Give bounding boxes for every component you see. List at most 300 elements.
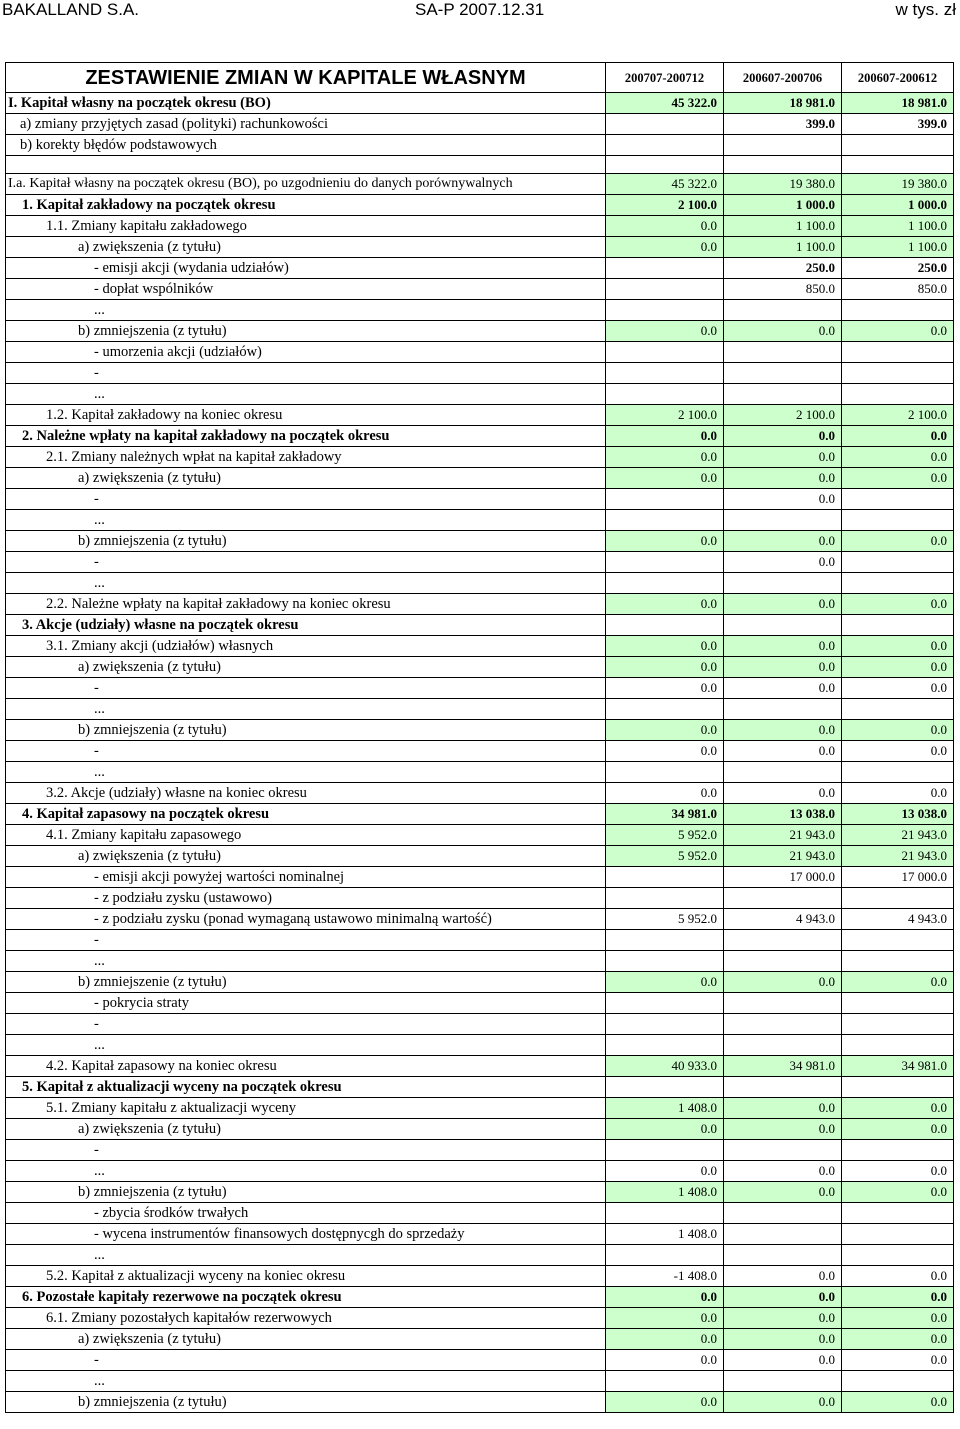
table-row [6, 135, 954, 156]
value-cell [606, 1035, 724, 1056]
value-cell: 0.0 [724, 720, 842, 741]
table-row [6, 888, 954, 909]
row-label: a) zwiększenia (z tytułu) [6, 1329, 606, 1350]
value-cell: 0.0 [606, 1350, 724, 1371]
row-label: ... [6, 1161, 606, 1182]
value-cell: 0.0 [842, 741, 954, 762]
value-cell [606, 573, 724, 594]
value-cell [724, 300, 842, 321]
table-title: ZESTAWIENIE ZMIAN W KAPITALE WŁASNYM [6, 63, 606, 93]
value-cell: 250.0 [724, 258, 842, 279]
value-cell: 0.0 [606, 1308, 724, 1329]
value-cell: 34 981.0 [842, 1056, 954, 1077]
value-cell: 850.0 [724, 279, 842, 300]
value-cell [606, 930, 724, 951]
value-cell: 0.0 [842, 531, 954, 552]
row-label: b) zmniejszenia (z tytułu) [6, 1182, 606, 1203]
table-row [6, 426, 954, 447]
value-cell: 0.0 [606, 678, 724, 699]
value-cell [842, 552, 954, 573]
value-cell: 1 000.0 [724, 195, 842, 216]
value-cell: 0.0 [724, 636, 842, 657]
value-cell [842, 1014, 954, 1035]
value-cell: 4 943.0 [842, 909, 954, 930]
row-label: 4.2. Kapitał zapasowy na koniec okresu [6, 1056, 606, 1077]
value-cell: 0.0 [842, 972, 954, 993]
value-cell [606, 1203, 724, 1224]
value-cell: 0.0 [606, 1329, 724, 1350]
value-cell: 5 952.0 [606, 825, 724, 846]
table-row [6, 678, 954, 699]
table-row [6, 321, 954, 342]
value-cell [724, 699, 842, 720]
value-cell: 19 380.0 [724, 174, 842, 195]
value-cell: 0.0 [606, 741, 724, 762]
value-cell [724, 1035, 842, 1056]
table-row [6, 1035, 954, 1056]
table-row [6, 1161, 954, 1182]
value-cell [724, 384, 842, 405]
row-label: - [6, 930, 606, 951]
value-cell [724, 1014, 842, 1035]
table-row [6, 720, 954, 741]
row-label: 4. Kapitał zapasowy na początek okresu [6, 804, 606, 825]
value-cell: 0.0 [842, 636, 954, 657]
row-label: 1.1. Zmiany kapitału zakładowego [6, 216, 606, 237]
value-cell [842, 489, 954, 510]
table-row [6, 531, 954, 552]
table-row [6, 1371, 954, 1392]
value-cell [842, 156, 954, 174]
value-cell [606, 1140, 724, 1161]
table-row [6, 657, 954, 678]
value-cell: 0.0 [724, 1161, 842, 1182]
table-row [6, 1119, 954, 1140]
value-cell: 0.0 [606, 237, 724, 258]
value-cell [842, 510, 954, 531]
value-cell [606, 951, 724, 972]
value-cell: 0.0 [842, 1329, 954, 1350]
value-cell: 0.0 [606, 216, 724, 237]
value-cell: 17 000.0 [724, 867, 842, 888]
table-row [6, 783, 954, 804]
value-cell: 0.0 [724, 678, 842, 699]
table-row [6, 846, 954, 867]
value-cell: 0.0 [842, 783, 954, 804]
row-label: ... [6, 1245, 606, 1266]
value-cell: 0.0 [724, 594, 842, 615]
value-cell: 21 943.0 [842, 825, 954, 846]
table-row [6, 1077, 954, 1098]
value-cell: 2 100.0 [724, 405, 842, 426]
table-row [6, 300, 954, 321]
row-label: - zbycia środków trwałych [6, 1203, 606, 1224]
value-cell: 0.0 [724, 426, 842, 447]
row-label: - [6, 1140, 606, 1161]
value-cell [842, 1203, 954, 1224]
value-cell [724, 1203, 842, 1224]
value-cell [606, 300, 724, 321]
value-cell [842, 888, 954, 909]
value-cell: 0.0 [606, 783, 724, 804]
value-cell: 13 038.0 [842, 804, 954, 825]
value-cell [606, 258, 724, 279]
table-title-row [6, 63, 954, 93]
value-cell: 399.0 [724, 114, 842, 135]
value-cell [724, 573, 842, 594]
value-cell: 0.0 [842, 1182, 954, 1203]
table-row [6, 615, 954, 636]
value-cell [842, 300, 954, 321]
table-row [6, 216, 954, 237]
row-label: b) zmniejszenia (z tytułu) [6, 1392, 606, 1413]
value-cell [724, 342, 842, 363]
value-cell [842, 930, 954, 951]
table-row [6, 489, 954, 510]
currency-unit: w tys. zł [895, 0, 956, 19]
value-cell [606, 888, 724, 909]
value-cell [842, 384, 954, 405]
value-cell [842, 762, 954, 783]
table-row [6, 279, 954, 300]
value-cell: 1 100.0 [724, 237, 842, 258]
value-cell: 0.0 [724, 972, 842, 993]
value-cell [842, 1077, 954, 1098]
value-cell: 0.0 [724, 1308, 842, 1329]
value-cell: 13 038.0 [724, 804, 842, 825]
table-row [6, 636, 954, 657]
row-label: - pokrycia straty [6, 993, 606, 1014]
table-row [6, 1140, 954, 1161]
value-cell: 0.0 [842, 1098, 954, 1119]
value-cell: 0.0 [842, 1350, 954, 1371]
value-cell: 0.0 [724, 741, 842, 762]
equity-changes-table [5, 62, 954, 1413]
value-cell: 0.0 [842, 1119, 954, 1140]
value-cell: 4 943.0 [724, 909, 842, 930]
value-cell: 0.0 [724, 1350, 842, 1371]
value-cell [842, 1224, 954, 1245]
table-row [6, 762, 954, 783]
value-cell [606, 1077, 724, 1098]
value-cell [724, 888, 842, 909]
table-row [6, 804, 954, 825]
row-label: - z podziału zysku (ponad wymaganą ustawowo minimalną wartość) [6, 909, 606, 930]
value-cell: 0.0 [606, 426, 724, 447]
value-cell: 34 981.0 [606, 804, 724, 825]
table-row [6, 1308, 954, 1329]
row-label: - umorzenia akcji (udziałów) [6, 342, 606, 363]
table-row [6, 342, 954, 363]
value-cell: 0.0 [842, 1161, 954, 1182]
table-row [6, 363, 954, 384]
value-cell: 5 952.0 [606, 909, 724, 930]
table-row [6, 195, 954, 216]
table-row [6, 405, 954, 426]
value-cell: 0.0 [606, 531, 724, 552]
value-cell: 0.0 [842, 1308, 954, 1329]
table-row [6, 825, 954, 846]
row-label: 3.1. Zmiany akcji (udziałów) własnych [6, 636, 606, 657]
value-cell [724, 762, 842, 783]
value-cell [724, 363, 842, 384]
value-cell [606, 114, 724, 135]
value-cell: 18 981.0 [724, 93, 842, 114]
value-cell [842, 615, 954, 636]
row-label: - [6, 363, 606, 384]
table-row [6, 741, 954, 762]
value-cell [606, 993, 724, 1014]
value-cell [606, 510, 724, 531]
value-cell [606, 384, 724, 405]
row-label: b) korekty błędów podstawowych [6, 135, 606, 156]
value-cell [724, 930, 842, 951]
value-cell: 1 100.0 [842, 237, 954, 258]
value-cell: 0.0 [724, 1119, 842, 1140]
row-label: 6. Pozostałe kapitały rezerwowe na początek okresu [6, 1287, 606, 1308]
value-cell: 19 380.0 [842, 174, 954, 195]
row-label: ... [6, 573, 606, 594]
row-label: - z podziału zysku (ustawowo) [6, 888, 606, 909]
table-row [6, 1350, 954, 1371]
value-cell: 0.0 [724, 447, 842, 468]
value-cell: 0.0 [606, 1119, 724, 1140]
column-header: 200607-200706 [724, 63, 842, 93]
value-cell: 0.0 [606, 657, 724, 678]
row-label: - emisji akcji powyżej wartości nominalnej [6, 867, 606, 888]
table-row [6, 930, 954, 951]
value-cell: 0.0 [724, 552, 842, 573]
table-row [6, 93, 954, 114]
value-cell: 0.0 [606, 972, 724, 993]
value-cell: 45 322.0 [606, 93, 724, 114]
row-label: a) zwiększenia (z tytułu) [6, 468, 606, 489]
value-cell [606, 699, 724, 720]
value-cell: 1 408.0 [606, 1224, 724, 1245]
value-cell: 0.0 [842, 321, 954, 342]
value-cell: 0.0 [606, 1287, 724, 1308]
value-cell [724, 1224, 842, 1245]
table-row [6, 1224, 954, 1245]
value-cell [842, 1140, 954, 1161]
value-cell: 5 952.0 [606, 846, 724, 867]
value-cell [606, 1371, 724, 1392]
value-cell: 0.0 [842, 426, 954, 447]
table-row [6, 867, 954, 888]
row-label: 5. Kapitał z aktualizacji wyceny na początek okresu [6, 1077, 606, 1098]
row-label: 2.2. Należne wpłaty na kapitał zakładowy na koniec okresu [6, 594, 606, 615]
row-label: - [6, 489, 606, 510]
value-cell: 0.0 [842, 1287, 954, 1308]
value-cell: 0.0 [842, 468, 954, 489]
table-row [6, 1266, 954, 1287]
row-label: ... [6, 1371, 606, 1392]
value-cell [606, 156, 724, 174]
row-label: - emisji akcji (wydania udziałów) [6, 258, 606, 279]
row-label: ... [6, 1035, 606, 1056]
value-cell: 21 943.0 [842, 846, 954, 867]
row-label: - dopłat wspólników [6, 279, 606, 300]
row-label: I. Kapitał własny na początek okresu (BO) [6, 93, 606, 114]
table-row [6, 447, 954, 468]
row-label: 1. Kapitał zakładowy na początek okresu [6, 195, 606, 216]
value-cell: 0.0 [606, 468, 724, 489]
row-label: b) zmniejszenie (z tytułu) [6, 972, 606, 993]
report-header [0, 0, 960, 34]
table-row [6, 174, 954, 195]
table-row [6, 909, 954, 930]
value-cell [842, 993, 954, 1014]
value-cell [724, 510, 842, 531]
value-cell [606, 363, 724, 384]
row-label: - [6, 678, 606, 699]
column-header: 200707-200712 [606, 63, 724, 93]
value-cell: 0.0 [842, 678, 954, 699]
value-cell: 0.0 [842, 594, 954, 615]
table-row [6, 1098, 954, 1119]
row-label: b) zmniejszenia (z tytułu) [6, 531, 606, 552]
row-label: I.a. Kapitał własny na początek okresu (BO), po uzgodnieniu do danych porównywalnych [6, 174, 606, 195]
value-cell: 0.0 [606, 321, 724, 342]
table-row [6, 993, 954, 1014]
value-cell [724, 135, 842, 156]
value-cell: 2 100.0 [606, 405, 724, 426]
value-cell [724, 1140, 842, 1161]
value-cell: 0.0 [606, 1161, 724, 1182]
row-label: 6.1. Zmiany pozostałych kapitałów rezerwowych [6, 1308, 606, 1329]
table-row [6, 1203, 954, 1224]
value-cell: 1 100.0 [724, 216, 842, 237]
value-cell [724, 1245, 842, 1266]
row-label: ... [6, 699, 606, 720]
value-cell: 0.0 [724, 468, 842, 489]
value-cell: 0.0 [842, 447, 954, 468]
value-cell: 0.0 [842, 657, 954, 678]
value-cell: 2 100.0 [606, 195, 724, 216]
value-cell: 0.0 [606, 720, 724, 741]
value-cell: 0.0 [724, 531, 842, 552]
row-label: - [6, 1014, 606, 1035]
row-label: a) zwiększenia (z tytułu) [6, 1119, 606, 1140]
row-label: - [6, 741, 606, 762]
table-row [6, 156, 954, 174]
table-row [6, 699, 954, 720]
value-cell [606, 762, 724, 783]
value-cell: 21 943.0 [724, 846, 842, 867]
value-cell: 34 981.0 [724, 1056, 842, 1077]
value-cell [724, 951, 842, 972]
row-label: a) zmiany przyjętych zasad (polityki) rachunkowości [6, 114, 606, 135]
value-cell: 0.0 [606, 636, 724, 657]
value-cell: 18 981.0 [842, 93, 954, 114]
value-cell [606, 867, 724, 888]
row-label: a) zwiększenia (z tytułu) [6, 657, 606, 678]
value-cell [842, 135, 954, 156]
value-cell: 0.0 [724, 783, 842, 804]
table-row [6, 114, 954, 135]
row-label: ... [6, 510, 606, 531]
value-cell [842, 1245, 954, 1266]
row-label: - wycena instrumentów finansowych dostępnycgh do sprzedaży [6, 1224, 606, 1245]
row-label: 2. Należne wpłaty na kapitał zakładowy na początek okresu [6, 426, 606, 447]
table-row [6, 384, 954, 405]
table-row [6, 1392, 954, 1413]
row-label: 1.2. Kapitał zakładowy na koniec okresu [6, 405, 606, 426]
value-cell [842, 342, 954, 363]
column-header: 200607-200612 [842, 63, 954, 93]
value-cell [724, 1077, 842, 1098]
value-cell: 0.0 [606, 594, 724, 615]
row-label: b) zmniejszenia (z tytułu) [6, 720, 606, 741]
row-label: 3.2. Akcje (udziały) własne na koniec okresu [6, 783, 606, 804]
table-row [6, 1287, 954, 1308]
row-label: 4.1. Zmiany kapitału zapasowego [6, 825, 606, 846]
value-cell: 1 000.0 [842, 195, 954, 216]
value-cell: 0.0 [724, 1329, 842, 1350]
value-cell [724, 1371, 842, 1392]
value-cell [606, 615, 724, 636]
table-row [6, 552, 954, 573]
value-cell: 2 100.0 [842, 405, 954, 426]
table-row [6, 510, 954, 531]
value-cell: 0.0 [724, 1098, 842, 1119]
value-cell: 40 933.0 [606, 1056, 724, 1077]
table-row [6, 1014, 954, 1035]
table-row [6, 258, 954, 279]
row-label: b) zmniejszenia (z tytułu) [6, 321, 606, 342]
row-label: - [6, 1350, 606, 1371]
row-label: a) zwiększenia (z tytułu) [6, 846, 606, 867]
value-cell [842, 363, 954, 384]
row-label: 2.1. Zmiany należnych wpłat na kapitał zakładowy [6, 447, 606, 468]
value-cell [842, 573, 954, 594]
company-name: BAKALLAND S.A. [2, 0, 140, 19]
table-row [6, 468, 954, 489]
value-cell: 399.0 [842, 114, 954, 135]
value-cell: 0.0 [724, 1266, 842, 1287]
value-cell [842, 1035, 954, 1056]
row-label: ... [6, 300, 606, 321]
row-label: 5.1. Zmiany kapitału z aktualizacji wyceny [6, 1098, 606, 1119]
table-row [6, 1056, 954, 1077]
value-cell: 0.0 [842, 1392, 954, 1413]
value-cell: 0.0 [724, 1392, 842, 1413]
row-label [6, 156, 606, 174]
row-label: 3. Akcje (udziały) własne na początek okresu [6, 615, 606, 636]
table-row [6, 972, 954, 993]
value-cell: 0.0 [842, 1266, 954, 1287]
value-cell [842, 699, 954, 720]
table-row [6, 1182, 954, 1203]
value-cell: 0.0 [606, 447, 724, 468]
value-cell [606, 1245, 724, 1266]
value-cell: 0.0 [724, 657, 842, 678]
row-label: ... [6, 762, 606, 783]
value-cell: 1 408.0 [606, 1182, 724, 1203]
value-cell [842, 1371, 954, 1392]
row-label: - [6, 552, 606, 573]
value-cell: 1 408.0 [606, 1098, 724, 1119]
value-cell: 0.0 [606, 1392, 724, 1413]
row-label: ... [6, 951, 606, 972]
value-cell: 21 943.0 [724, 825, 842, 846]
value-cell: 250.0 [842, 258, 954, 279]
table-row [6, 573, 954, 594]
value-cell: -1 408.0 [606, 1266, 724, 1287]
value-cell [842, 951, 954, 972]
table-row [6, 951, 954, 972]
value-cell: 0.0 [724, 1287, 842, 1308]
